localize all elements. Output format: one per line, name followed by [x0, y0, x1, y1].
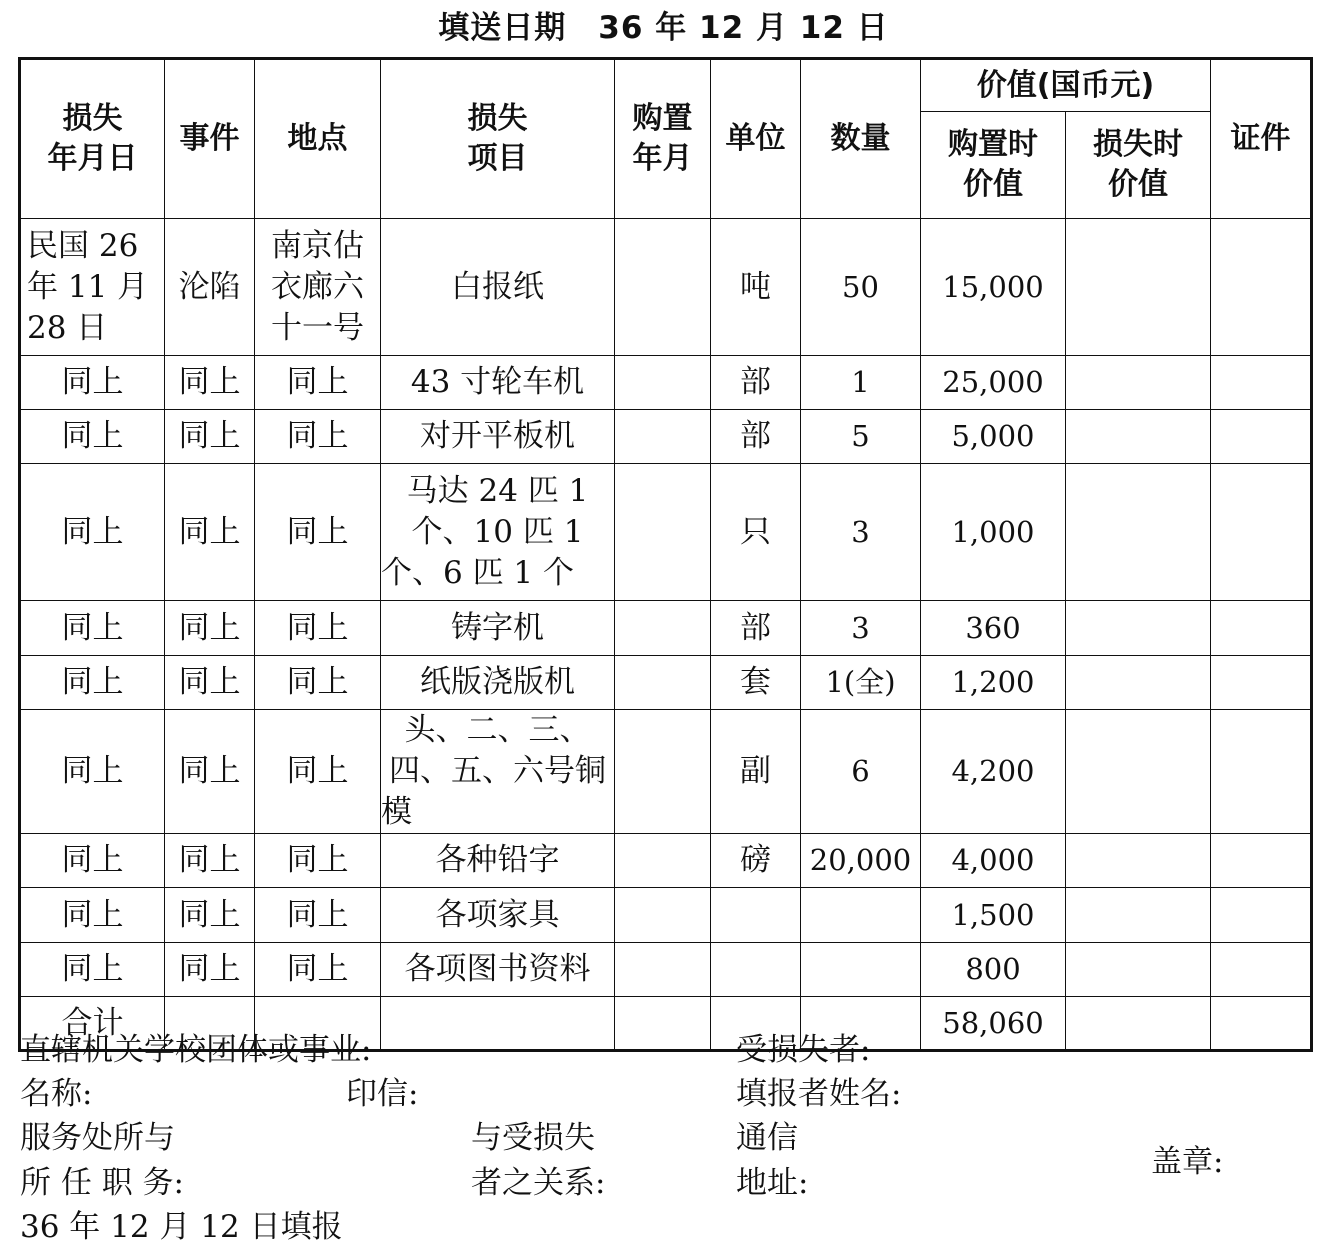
cell-location: 同上: [255, 356, 381, 410]
cell-location: 同上: [255, 943, 381, 997]
cell-quantity: 50: [801, 219, 921, 356]
cell-certificate: [1211, 888, 1312, 943]
table-row: [20, 356, 1312, 410]
report-date-title: 填送日期 36 年 12 月 12 日: [438, 10, 889, 46]
cell-event: 同上: [165, 834, 255, 888]
header-location: 地点: [255, 59, 381, 219]
cell-loss-date: 同上: [20, 888, 165, 943]
footer-victim: 受损失者:: [736, 1032, 871, 1068]
footer-relation-1: 与受损失: [471, 1120, 595, 1156]
table-row: [20, 834, 1312, 888]
header-value-at-purchase: 购置时 价值: [921, 112, 1066, 219]
cell-quantity: 3: [801, 601, 921, 656]
cell-value-at-purchase: 360: [921, 601, 1066, 656]
cell-loss-date: 同上: [20, 464, 165, 601]
cell-certificate: [1211, 834, 1312, 888]
cell-unit: 副: [711, 710, 801, 834]
footer-name: 名称:: [20, 1076, 93, 1112]
cell-value-at-purchase: 1,500: [921, 888, 1066, 943]
table-row: [20, 710, 1312, 834]
cell-value-at-loss: [1066, 464, 1211, 601]
cell-quantity: 6: [801, 710, 921, 834]
cell-value-at-purchase: 15,000: [921, 219, 1066, 356]
footer-seal: 印信:: [346, 1076, 419, 1112]
cell-purchase-date: [615, 888, 711, 943]
cell-location: 同上: [255, 656, 381, 710]
cell-unit: 部: [711, 356, 801, 410]
cell-quantity: [801, 943, 921, 997]
cell-unit: 套: [711, 656, 801, 710]
cell-value-at-loss: [1066, 410, 1211, 464]
cell-value-at-purchase: 25,000: [921, 356, 1066, 410]
cell-item: 对开平板机: [381, 410, 615, 464]
cell-location: 同上: [255, 834, 381, 888]
cell-unit: 吨: [711, 219, 801, 356]
cell-unit: [711, 888, 801, 943]
cell-location: 同上: [255, 710, 381, 834]
table-row: [20, 943, 1312, 997]
cell-loss-date: 民国 26 年 11 月 28 日: [20, 219, 165, 356]
cell-value-at-loss: [1066, 888, 1211, 943]
total-empty-cell: [1066, 997, 1211, 1051]
cell-purchase-date: [615, 601, 711, 656]
table-row: [20, 656, 1312, 710]
table-row: [20, 219, 1312, 356]
cell-location: 同上: [255, 464, 381, 601]
cell-loss-date: 同上: [20, 601, 165, 656]
footer-address: 地址:: [736, 1165, 809, 1201]
cell-value-at-loss: [1066, 656, 1211, 710]
cell-loss-date: 同上: [20, 943, 165, 997]
cell-value-at-loss: [1066, 834, 1211, 888]
footer-reporter: 填报者姓名:: [736, 1076, 902, 1112]
header-value-group: 价值(国币元): [921, 59, 1211, 112]
total-empty-cell: [615, 997, 711, 1051]
cell-event: 同上: [165, 710, 255, 834]
cell-loss-date: 同上: [20, 834, 165, 888]
cell-location: 同上: [255, 888, 381, 943]
cell-purchase-date: [615, 464, 711, 601]
footer-relation-2: 者之关系:: [471, 1165, 606, 1201]
cell-value-at-purchase: 5,000: [921, 410, 1066, 464]
total-label: 合计: [20, 997, 165, 1051]
cell-item: 白报纸: [381, 219, 615, 356]
cell-event: 同上: [165, 410, 255, 464]
table-row: [20, 601, 1312, 656]
cell-purchase-date: [615, 834, 711, 888]
header-row-1: [20, 59, 1312, 112]
cell-unit: 部: [711, 410, 801, 464]
cell-certificate: [1211, 219, 1312, 356]
cell-value-at-purchase: 800: [921, 943, 1066, 997]
cell-value-at-purchase: 1,000: [921, 464, 1066, 601]
cell-quantity: 5: [801, 410, 921, 464]
cell-purchase-date: [615, 219, 711, 356]
total-value: 58,060: [921, 997, 1066, 1051]
table-row: [20, 464, 1312, 601]
header-loss-date: 损失 年月日: [20, 59, 165, 219]
cell-loss-date: 同上: [20, 356, 165, 410]
cell-value-at-loss: [1066, 943, 1211, 997]
table-row: [20, 888, 1312, 943]
cell-value-at-purchase: 4,000: [921, 834, 1066, 888]
cell-item: 43 寸轮车机: [381, 356, 615, 410]
cell-event: 同上: [165, 888, 255, 943]
cell-loss-date: 同上: [20, 656, 165, 710]
cell-quantity: 3: [801, 464, 921, 601]
footer-org: 直辖机关学校团体或事业:: [20, 1032, 372, 1068]
cell-unit: 只: [711, 464, 801, 601]
footer-stamp: 盖章:: [1151, 1144, 1224, 1180]
cell-purchase-date: [615, 656, 711, 710]
cell-item: 马达 24 匹 1 个、10 匹 1 个、6 匹 1 个: [381, 464, 615, 601]
cell-purchase-date: [615, 410, 711, 464]
cell-purchase-date: [615, 710, 711, 834]
footer-office: 服务处所与: [20, 1120, 175, 1156]
loss-ledger-table: [18, 57, 1313, 1052]
cell-event: 同上: [165, 464, 255, 601]
cell-value-at-purchase: 1,200: [921, 656, 1066, 710]
cell-event: 同上: [165, 356, 255, 410]
total-empty-cell: [1211, 997, 1312, 1051]
cell-value-at-loss: [1066, 601, 1211, 656]
cell-purchase-date: [615, 356, 711, 410]
cell-value-at-loss: [1066, 356, 1211, 410]
cell-item: 各种铅字: [381, 834, 615, 888]
cell-certificate: [1211, 356, 1312, 410]
cell-unit: 磅: [711, 834, 801, 888]
cell-quantity: 1: [801, 356, 921, 410]
header-quantity: 数量: [801, 59, 921, 219]
cell-loss-date: 同上: [20, 410, 165, 464]
cell-certificate: [1211, 656, 1312, 710]
cell-item: 头、二、三、四、五、六号铜模: [381, 710, 615, 834]
cell-purchase-date: [615, 943, 711, 997]
header-certificate: 证件: [1211, 59, 1312, 219]
footer-comm: 通信: [736, 1120, 798, 1156]
cell-item: 纸版浇版机: [381, 656, 615, 710]
cell-unit: [711, 943, 801, 997]
cell-location: 同上: [255, 410, 381, 464]
cell-certificate: [1211, 464, 1312, 601]
cell-item: 各项图书资料: [381, 943, 615, 997]
header-unit: 单位: [711, 59, 801, 219]
cell-event: 同上: [165, 601, 255, 656]
cell-certificate: [1211, 410, 1312, 464]
cell-certificate: [1211, 601, 1312, 656]
cell-value-at-loss: [1066, 710, 1211, 834]
cell-location: 南京估 衣廊六 十一号: [255, 219, 381, 356]
cell-event: 同上: [165, 656, 255, 710]
cell-quantity: 20,000: [801, 834, 921, 888]
header-item: 损失 项目: [381, 59, 615, 219]
header-event: 事件: [165, 59, 255, 219]
cell-event: 同上: [165, 943, 255, 997]
cell-event: 沦陷: [165, 219, 255, 356]
cell-value-at-loss: [1066, 219, 1211, 356]
header-value-at-loss: 损失时 价值: [1066, 112, 1211, 219]
cell-certificate: [1211, 710, 1312, 834]
total-empty-cell: [381, 997, 615, 1051]
footer-position: 所 任 职 务:: [20, 1165, 185, 1201]
cell-value-at-purchase: 4,200: [921, 710, 1066, 834]
header-purchase-date: 购置 年月: [615, 59, 711, 219]
cell-item: 各项家具: [381, 888, 615, 943]
cell-quantity: 1(全): [801, 656, 921, 710]
cell-unit: 部: [711, 601, 801, 656]
table-row: [20, 410, 1312, 464]
cell-loss-date: 同上: [20, 710, 165, 834]
footer-fill-date: 36 年 12 月 12 日填报: [20, 1209, 343, 1245]
cell-location: 同上: [255, 601, 381, 656]
cell-item: 铸字机: [381, 601, 615, 656]
cell-quantity: [801, 888, 921, 943]
cell-certificate: [1211, 943, 1312, 997]
